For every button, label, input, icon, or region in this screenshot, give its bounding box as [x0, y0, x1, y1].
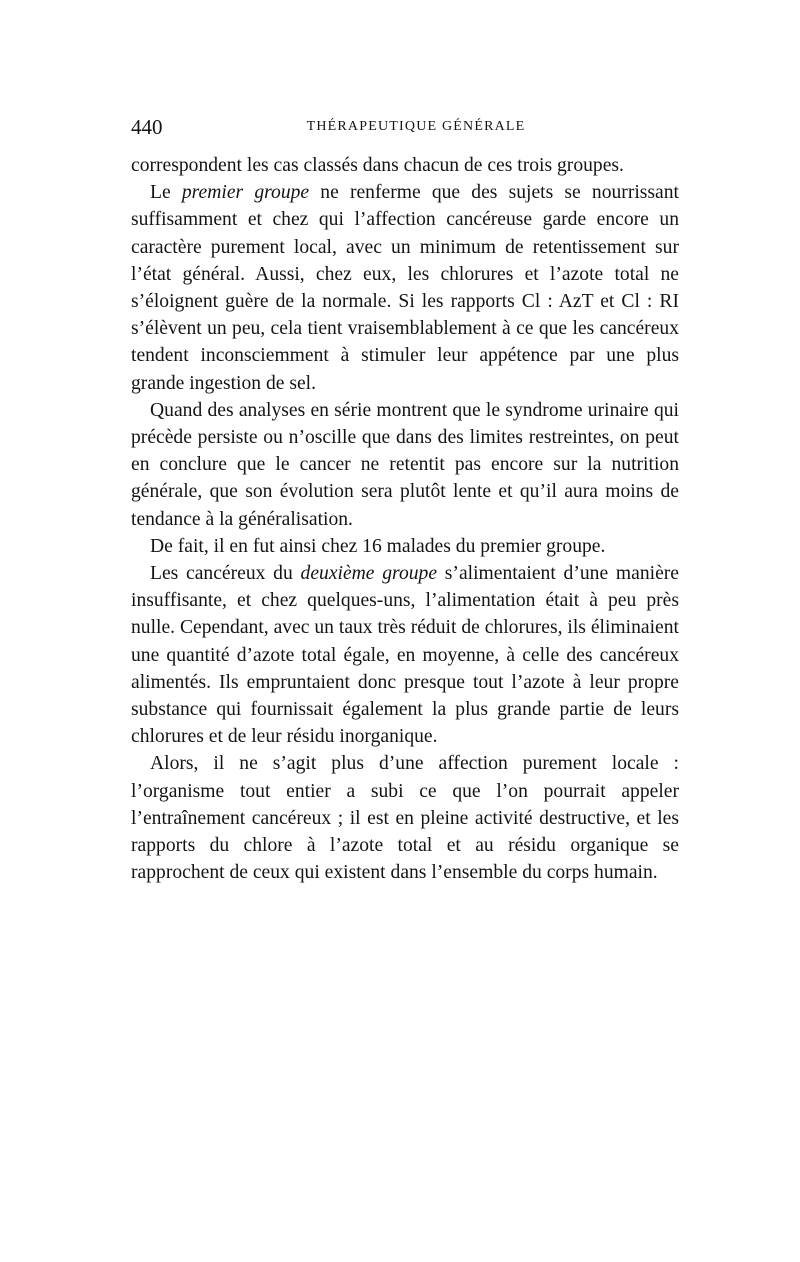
paragraph-text: Les cancéreux du: [150, 563, 301, 585]
paragraph-text: s’alimentaient d’une manière insuffisante, et chez quelques-uns, l’alimentation était à peu près nulle. Cependant, avec un taux très réduit de chlorures, ils éliminaient une quantité d’azote total égale, en moyenne, à celle des cancéreux alimentés. Ils empruntaient donc presque tout l’azote à leur propre substance qui fournissait également la plus grande partie de leurs chlorures et de leur résidu inorganique.: [131, 563, 679, 748]
paragraph-alors: Alors, il ne s’agit plus d’une affection purement locale : l’organisme tout entier a subi ce que l’on pourrait appeler l’entraînement cancéreux ; il est en pleine activité destructive, et les rapports du chlore à l’azote total et au résidu organique se rapprochent de ceux qui existent dans l’ensemble du corps humain.: [131, 753, 679, 884]
running-head: [131, 110, 679, 144]
italic-term: deuxième groupe: [300, 563, 438, 585]
paragraph-text: Le: [150, 182, 182, 204]
paragraph-analyses: Quand des analyses en série montrent que le syndrome urinaire qui précède persiste ou n’oscille que dans des limites restreintes, on peut en conclure que le cancer ne retentit pas encore sur la nutrition générale, que son évolution sera plutôt lente et qu’il aura moins de tendance à la généralisation.: [131, 399, 679, 530]
paragraph-premier-groupe: [131, 179, 679, 397]
running-title: THÉRAPEUTIQUE GÉNÉRALE: [306, 119, 526, 134]
body-text: [131, 152, 679, 886]
italic-term: premier groupe: [181, 182, 310, 204]
page-number: 440: [131, 115, 163, 139]
paragraph-deuxieme-groupe: [131, 560, 679, 750]
paragraph-continuation: correspondent les cas classés dans chacun de ces trois groupes.: [131, 155, 624, 176]
paragraph-text: ne renferme que des sujets se nourrissant suffisamment et chez qui l’affection cancéreuse garde encore un caractère purement local, avec un minimum de retentissement sur l’état général. Aussi, chez eux, les chlorures et l’azote total ne s’éloignent guère de la normale. Si les rapports Cl : AzT et Cl : RI s’élèvent un peu, cela tient vraisemblablement à ce que les cancéreux tendent inconsciemment à stimuler leur appétence par une plus grande ingestion de sel.: [131, 182, 679, 394]
paragraph-de-fait: De fait, il en fut ainsi chez 16 malades du premier groupe.: [150, 535, 606, 557]
book-page: [131, 110, 679, 886]
